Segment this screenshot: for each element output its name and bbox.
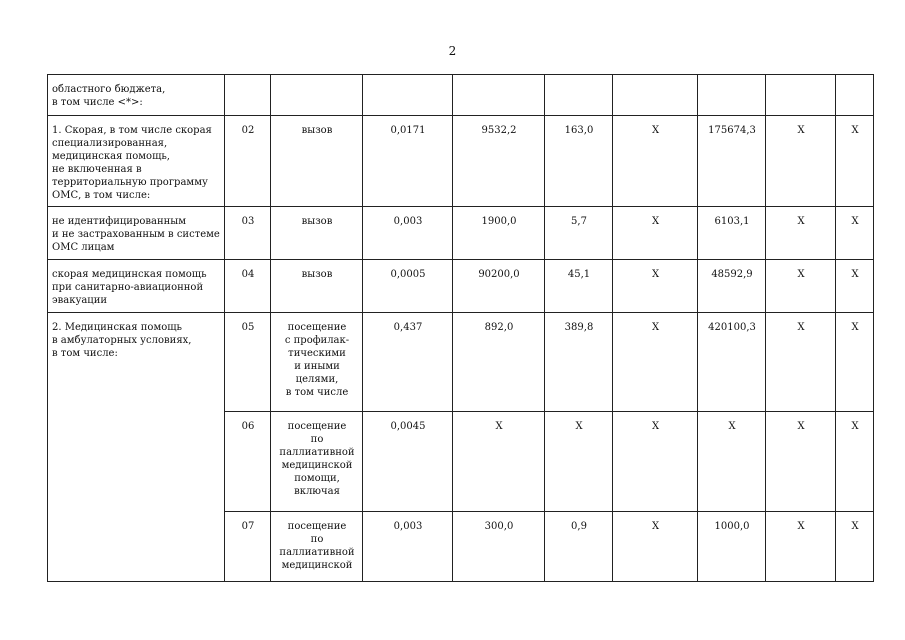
- unit-line: посещение: [287, 521, 347, 532]
- value-cell-v4: X: [613, 260, 698, 313]
- unit-line: по: [310, 534, 324, 545]
- value-cell-v7: X: [836, 313, 874, 412]
- value-cell-v5: 175674,3: [698, 116, 766, 207]
- value-cell-v5: 1000,0: [698, 512, 766, 582]
- row-code-cell: 07: [225, 512, 271, 582]
- value-cell-v2: 892,0: [453, 313, 545, 412]
- value-cell-v1: 0,003: [363, 207, 453, 260]
- table-row: [48, 313, 874, 412]
- row-label-line: территориальную программу: [52, 177, 208, 188]
- row-label-line: скорая медицинская помощь: [52, 269, 207, 280]
- row-label-cell: [48, 116, 225, 207]
- unit-line: с профилак-: [284, 335, 350, 346]
- row-label-line: не идентифицированным: [52, 216, 187, 227]
- row-code-cell: 02: [225, 116, 271, 207]
- unit-line: посещение: [287, 421, 347, 432]
- unit-line: посещение: [287, 322, 347, 333]
- value-cell-v7: X: [836, 116, 874, 207]
- row-label-line: областного бюджета,: [52, 84, 166, 95]
- value-cell-v6: [766, 75, 836, 116]
- value-cell-v5: 6103,1: [698, 207, 766, 260]
- value-cell-v3: 389,8: [545, 313, 613, 412]
- value-cell-v4: X: [613, 207, 698, 260]
- value-cell-v5: [698, 75, 766, 116]
- value-cell-v5: 420100,3: [698, 313, 766, 412]
- row-label-line: в том числе:: [52, 348, 118, 359]
- row-code-cell: 03: [225, 207, 271, 260]
- unit-line: по: [310, 434, 324, 445]
- value-cell-v3: 0,9: [545, 512, 613, 582]
- row-code-cell: [225, 75, 271, 116]
- unit-line: вызов: [301, 269, 333, 280]
- unit-line: медицинской: [281, 460, 353, 471]
- value-cell-v1: [363, 75, 453, 116]
- row-code-cell: 05: [225, 313, 271, 412]
- row-label-cell: [48, 207, 225, 260]
- unit-cell: [271, 512, 363, 582]
- data-table: [47, 74, 874, 582]
- unit-line: помощи,: [294, 473, 340, 484]
- value-cell-v1: 0,0045: [363, 412, 453, 512]
- unit-line: в том числе: [285, 387, 349, 398]
- row-label-cell: [48, 75, 225, 116]
- unit-line: вызов: [301, 125, 333, 136]
- value-cell-v6: X: [766, 412, 836, 512]
- row-label-line: и не застрахованным в системе: [52, 229, 220, 240]
- value-cell-v5: X: [698, 412, 766, 512]
- unit-line: паллиативной: [279, 547, 355, 558]
- row-label-line: не включенная в: [52, 164, 142, 175]
- value-cell-v4: X: [613, 313, 698, 412]
- value-cell-v6: X: [766, 512, 836, 582]
- value-cell-v2: 300,0: [453, 512, 545, 582]
- unit-line: включая: [294, 486, 340, 497]
- unit-line: тическими: [288, 348, 346, 359]
- value-cell-v7: X: [836, 260, 874, 313]
- value-cell-v2: X: [453, 412, 545, 512]
- row-label-line: при санитарно-авиационной: [52, 282, 204, 293]
- value-cell-v2: [453, 75, 545, 116]
- value-cell-v7: X: [836, 207, 874, 260]
- row-label-cell: [48, 260, 225, 313]
- table-row: [48, 260, 874, 313]
- value-cell-v2: 90200,0: [453, 260, 545, 313]
- row-label-line: 1. Скорая, в том числе скорая: [52, 125, 212, 136]
- value-cell-v4: [613, 75, 698, 116]
- value-cell-v1: 0,0171: [363, 116, 453, 207]
- value-cell-v6: X: [766, 116, 836, 207]
- value-cell-v7: [836, 75, 874, 116]
- row-label-line: эвакуации: [52, 295, 108, 306]
- value-cell-v2: 9532,2: [453, 116, 545, 207]
- value-cell-v5: 48592,9: [698, 260, 766, 313]
- value-cell-v4: X: [613, 412, 698, 512]
- row-label-line: специализированная,: [52, 138, 168, 149]
- value-cell-v6: X: [766, 260, 836, 313]
- row-code-cell: 06: [225, 412, 271, 512]
- row-label-line: 2. Медицинская помощь: [52, 322, 182, 333]
- row-label-cell: [48, 313, 225, 582]
- value-cell-v2: 1900,0: [453, 207, 545, 260]
- unit-line: паллиативной: [279, 447, 355, 458]
- row-label-line: ОМС, в том числе:: [52, 190, 151, 201]
- page-number: 2: [448, 44, 457, 58]
- table-row: [48, 207, 874, 260]
- row-label-line: в том числе <*>:: [52, 97, 143, 108]
- value-cell-v6: X: [766, 207, 836, 260]
- value-cell-v3: 45,1: [545, 260, 613, 313]
- value-cell-v7: X: [836, 512, 874, 582]
- row-label-line: в амбулаторных условиях,: [52, 335, 192, 346]
- value-cell-v1: 0,0005: [363, 260, 453, 313]
- unit-cell: [271, 412, 363, 512]
- value-cell-v1: 0,437: [363, 313, 453, 412]
- value-cell-v7: X: [836, 412, 874, 512]
- value-cell-v3: 163,0: [545, 116, 613, 207]
- unit-cell: [271, 75, 363, 116]
- value-cell-v3: X: [545, 412, 613, 512]
- value-cell-v1: 0,003: [363, 512, 453, 582]
- value-cell-v3: 5,7: [545, 207, 613, 260]
- unit-cell: [271, 116, 363, 207]
- value-cell-v3: [545, 75, 613, 116]
- value-cell-v4: X: [613, 116, 698, 207]
- unit-line: целями,: [295, 374, 339, 385]
- unit-line: медицинской: [281, 560, 353, 571]
- unit-cell: [271, 313, 363, 412]
- row-label-line: медицинская помощь,: [52, 151, 170, 162]
- table-row: [48, 75, 874, 116]
- value-cell-v6: X: [766, 313, 836, 412]
- value-cell-v4: X: [613, 512, 698, 582]
- row-code-cell: 04: [225, 260, 271, 313]
- table-row: [48, 116, 874, 207]
- row-label-line: ОМС лицам: [52, 242, 115, 253]
- unit-line: вызов: [301, 216, 333, 227]
- unit-cell: [271, 260, 363, 313]
- unit-cell: [271, 207, 363, 260]
- unit-line: и иными: [294, 361, 340, 372]
